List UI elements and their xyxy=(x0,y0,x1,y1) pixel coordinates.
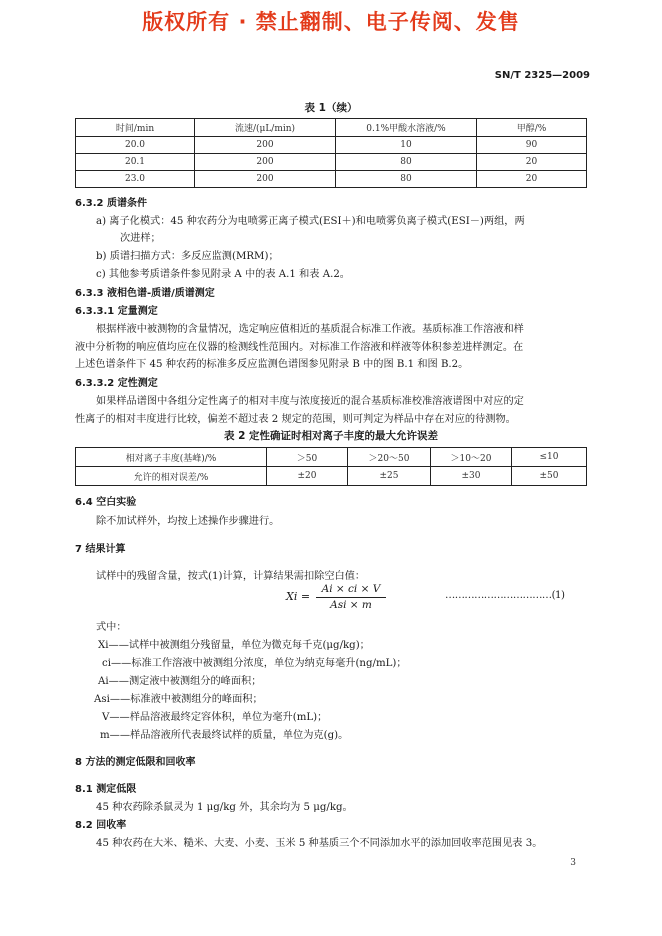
table-row xyxy=(76,448,587,467)
table-cell: ±20 xyxy=(267,467,348,486)
table1-caption: 表 1（续） xyxy=(304,102,358,114)
table-cell: 90 xyxy=(477,137,587,154)
page-number: 3 xyxy=(570,858,576,868)
section-6-4-heading: 6.4 空白实验 xyxy=(75,497,137,508)
table-row xyxy=(76,154,587,171)
table-cell: 200 xyxy=(195,171,336,188)
table2-caption: 表 2 定性确证时相对离子丰度的最大允许误差 xyxy=(223,430,439,442)
paragraph-line: 除不加试样外，均按上述操作步骤进行。 xyxy=(96,516,280,527)
section-6-3-3-2-heading: 6.3.3.2 定性测定 xyxy=(75,378,158,389)
table-cell: 200 xyxy=(195,154,336,171)
table-cell: 20.0 xyxy=(76,137,195,154)
table1-header: 0.1%甲酸水溶液/% xyxy=(336,119,477,137)
table-cell: 80 xyxy=(336,171,477,188)
formula-numerator: Ai × ci × V xyxy=(321,583,381,595)
formula-denominator: Asi × m xyxy=(330,599,372,611)
table1-header: 流速/(μL/min) xyxy=(195,119,336,137)
table1-header: 甲醇/% xyxy=(477,119,587,137)
paragraph-line: 试样中的残留含量，按式(1)计算，计算结果需扣除空白值： xyxy=(96,571,366,582)
list-item-continuation: 次进样； xyxy=(120,233,161,244)
list-item: a) 离子化模式：45 种农药分为电喷雾正离子模式(ESI＋)和电喷雾负离子模式(ESI－)两组，两 xyxy=(96,216,525,227)
paragraph-line: 性离子的相对丰度进行比较，偏差不超过表 2 规定的范围，则可判定为样品中存在对应的待测物。 xyxy=(75,414,516,425)
formula-fraction-bar xyxy=(316,597,386,598)
table-row xyxy=(76,171,587,188)
paragraph-line: 如果样品谱图中各组分定性离子的相对丰度与浓度接近的混合基质标准校准溶液谱图中对应的定 xyxy=(96,396,524,407)
table-cell: ±50 xyxy=(512,467,587,486)
formula-reference: ……………………………(1) xyxy=(445,590,565,601)
paragraph-line: 液中分析物的响应值均应在仪器的检测线性范围内。对标准工作溶液和样液等体积参差进样测定。在 xyxy=(75,342,524,353)
table-cell: ＞10～20 xyxy=(431,448,512,467)
table1-header: 时间/min xyxy=(76,119,195,137)
table-row xyxy=(76,467,587,486)
paragraph-line: 根据样液中被测物的含量情况，选定响应值相近的基质混合标准工作液。基质标准工作溶液和样 xyxy=(96,324,524,335)
table-cell: ±25 xyxy=(348,467,431,486)
table-cell: 相对离子丰度(基峰)/% xyxy=(76,448,267,467)
paragraph-line: 45 种农药在大米、糙米、大麦、小麦、玉米 5 种基质三个不同添加水平的添加回收率范围见表 3。 xyxy=(96,838,543,849)
list-item: c) 其他参考质谱条件参见附录 A 中的表 A.1 和表 A.2。 xyxy=(96,269,350,280)
table2 xyxy=(75,447,587,486)
table-cell: 200 xyxy=(195,137,336,154)
table-cell: 20.1 xyxy=(76,154,195,171)
formula-lhs: Xi = xyxy=(286,590,311,603)
table-cell: ≤10 xyxy=(512,448,587,467)
section-8-1-heading: 8.1 测定低限 xyxy=(75,784,137,795)
table-cell: ＞50 xyxy=(267,448,348,467)
table1 xyxy=(75,118,587,188)
table-cell: 20 xyxy=(477,171,587,188)
table-cell: 80 xyxy=(336,154,477,171)
paragraph-line: 45 种农药除杀鼠灵为 1 μg/kg 外，其余均为 5 μg/kg。 xyxy=(96,802,353,813)
variable-definition: m——样品溶液所代表最终试样的质量，单位为克(g)。 xyxy=(100,730,349,741)
table-cell: ＞20～50 xyxy=(348,448,431,467)
table-row xyxy=(76,137,587,154)
variable-definition: Ai——测定液中被测组分的峰面积； xyxy=(98,676,262,687)
variable-definition: Asi——标准液中被测组分的峰面积； xyxy=(94,694,263,705)
variable-definition: Xi——试样中被测组分残留量，单位为微克每千克(μg/kg)； xyxy=(98,640,370,651)
variable-definition: ci——标准工作溶液中被测组分浓度，单位为纳克每毫升(ng/mL)； xyxy=(102,658,407,669)
table-cell: ±30 xyxy=(431,467,512,486)
section-6-3-2-heading: 6.3.2 质谱条件 xyxy=(75,198,147,209)
section-6-3-3-1-heading: 6.3.3.1 定量测定 xyxy=(75,306,158,317)
table-cell: 20 xyxy=(477,154,587,171)
list-item: b) 质谱扫描方式：多反应监测(MRM)； xyxy=(96,251,279,262)
section-6-3-3-heading: 6.3.3 液相色谱-质谱/质谱测定 xyxy=(75,288,215,299)
paragraph-line: 上述色谱条件下 45 种农药的标准多反应监测色谱图参见附录 B 中的图 B.1 和图 B.2。 xyxy=(75,359,469,370)
standard-number: SN/T 2325—2009 xyxy=(494,70,590,81)
watermark-banner: 版权所有 · 禁止翻制、电子传阅、发售 xyxy=(142,10,520,34)
variable-definition: V——样品溶液最终定容体积，单位为毫升(mL)； xyxy=(102,712,328,723)
section-8-2-heading: 8.2 回收率 xyxy=(75,820,127,831)
table-cell: 允许的相对误差/% xyxy=(76,467,267,486)
table-cell: 10 xyxy=(336,137,477,154)
where-label: 式中： xyxy=(96,622,127,633)
section-8-heading: 8 方法的测定低限和回收率 xyxy=(75,757,196,768)
table-cell: 23.0 xyxy=(76,171,195,188)
section-7-heading: 7 结果计算 xyxy=(75,544,126,555)
